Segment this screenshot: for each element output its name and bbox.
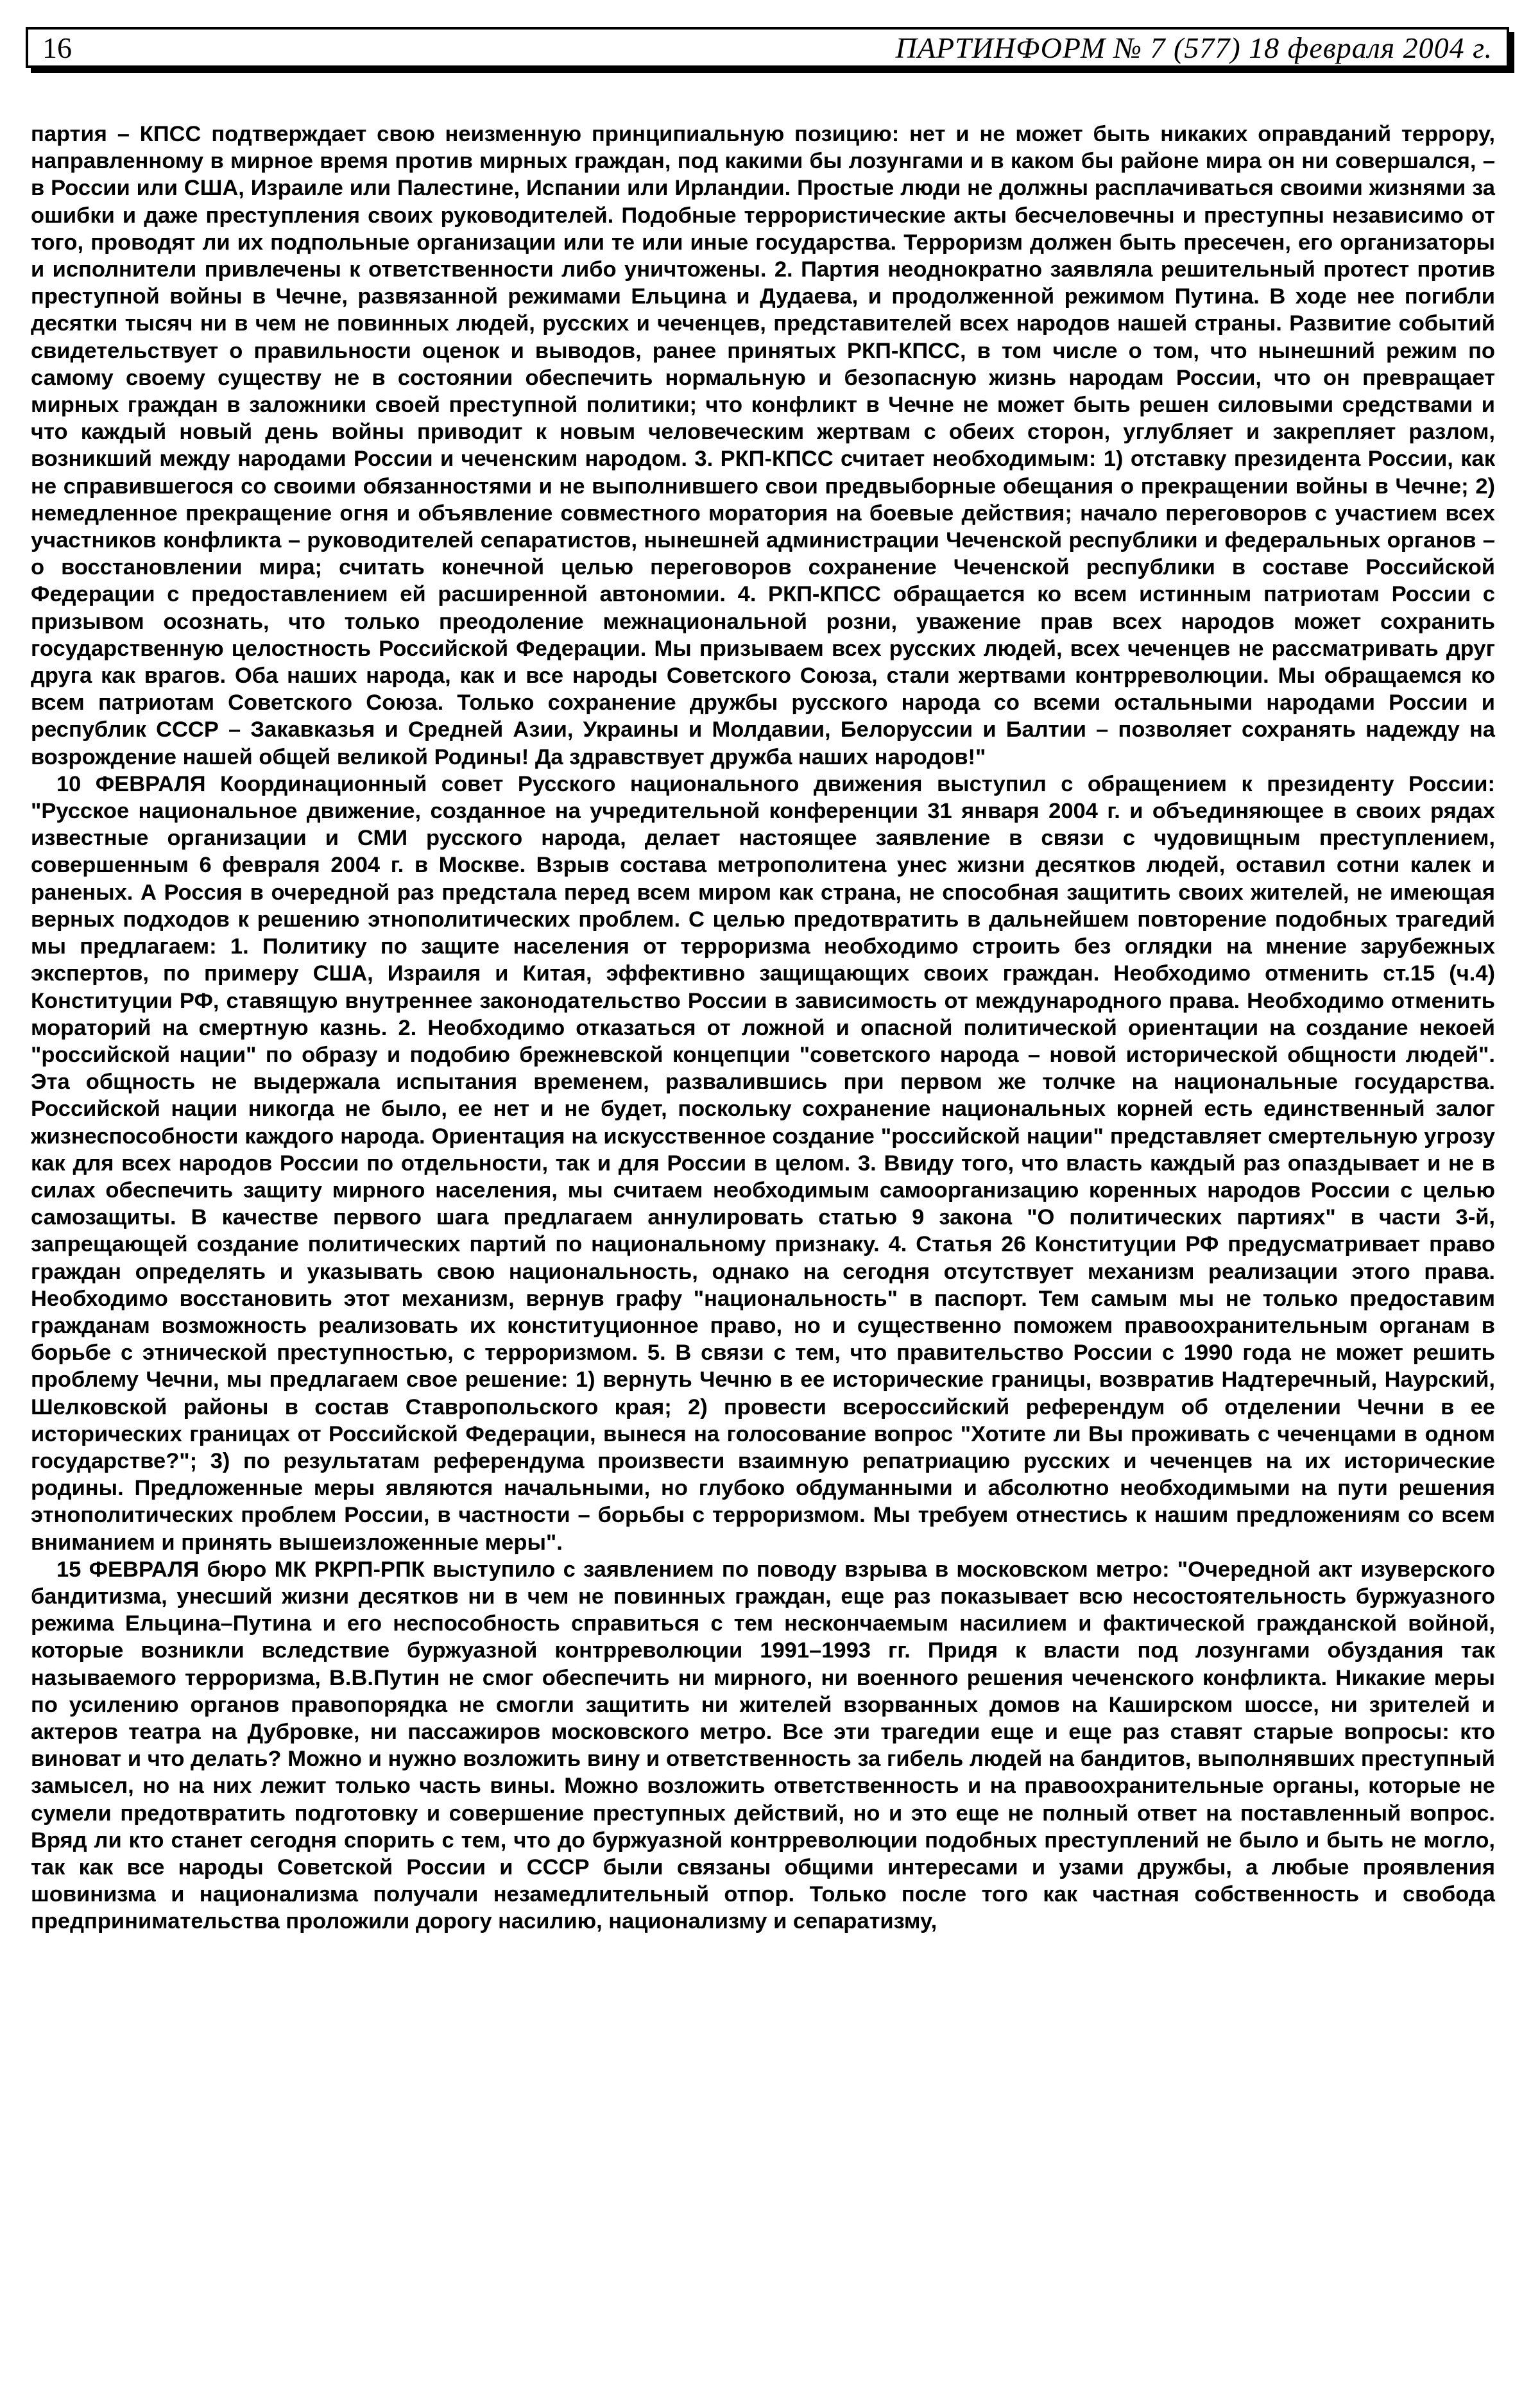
page-number: 16 (42, 31, 72, 64)
page-header (26, 27, 1509, 68)
paragraph-date-lead: 10 ФЕВРАЛЯ (56, 771, 206, 796)
paragraph-kpss-statement (31, 121, 1495, 771)
paragraph-feb-10 (31, 771, 1495, 1556)
paragraph-text: партия – КПСС подтверждает свою неизменную принципиальную позицию: нет и не может быть никаких оправданий террору, направленному в мирное время против мирных граждан, под какими бы лозунгами и в каком бы районе мира он ни совершался, – в России или США, Израиле или Палестине, Испании или Ирландии. Простые люди не должны расплачиваться своими жизнями за ошибки и даже преступления своих руководителей. Подобные террористические акты бесчеловечны и преступны независимо от того, проводят ли их подпольные организации или те или иные государства. Терроризм должен быть пресечен, его организаторы и исполнители привлечены к ответственности либо уничтожены. 2. Партия неоднократно заявляла решительный протест против преступной войны в Чечне, развязанной режимами Ельцина и Дудаева, и продолженной режимом Путина. В ходе нее погибли десятки тысяч ни в чем не повинных людей, русских и чеченцев, представителей всех народов нашей страны. Развитие событий свидетельствует о правильности оценок и выводов, ранее принятых РКП-КПСС, в том числе о том, что нынешний режим по самому своему существу не в состоянии обеспечить нормальную и безопасную жизнь народам России, что он превращает мирных граждан в заложники своей преступной политики; что конфликт в Чечне не может быть решен силовыми средствами и что каждый новый день войны приводит к новым человеческим жертвам с обеих сторон, углубляет и закрепляет разлом, возникший между народами России и чеченским народом. 3. РКП-КПСС считает необходимым: 1) отставку президента России, как не справившегося со своими обязанностями и не выполнившего свои предвыборные обещания о прекращении войны в Чечне; 2) немедленное прекращение огня и объявление совместного моратория на боевые действия; начало переговоров с участием всех участников конфликта – руководителей сепаратистов, нынешней администрации Чеченской республики и федеральных органов – о восстановлении мира; считать конечной целью переговоров сохранение Чеченской республики в составе Российской Федерации с предоставлением ей расширенной автономии. 4. РКП-КПСС обращается ко всем истинным патриотам России с призывом осознать, что только преодоление межнациональной розни, уважение прав всех народов может сохранить государственную целостность Российской Федерации. Мы призываем всех русских людей, всех чеченцев не рассматривать друг друга как врагов. Оба наших народа, как и все народы Советского Союза, стали жертвами контрреволюции. Мы обращаемся ко всем патриотам Советского Союза. Только сохранение дружбы русского народа со всеми остальными народами России и республик СССР – Закавказья и Средней Азии, Украины и Молдавии, Белоруссии и Балтии – позволяет сохранять надежду на возрождение нашей общей великой Родины! Да здравствует дружба наших народов!" (31, 122, 1495, 769)
paragraph-text: Координационный совет Русского национального движения выступил с обращением к президенту России: "Русское национальное движение, созданное на учредительной конференции 31 января 2004 г. и объединяющее в своих рядах известные организации и СМИ русского народа, делает настоящее заявление в связи с чудовищным преступлением, совершенным 6 февраля 2004 г. в Москве. Взрыв состава метрополитена унес жизни десятков людей, оставил сотни калек и раненых. А Россия в очередной раз предстала перед всем миром как страна, не способная защитить своих жителей, не имеющая верных подходов к решению этнополитических проблем. С целью предотвратить в дальнейшем повторение подобных трагедий мы предлагаем: 1. Политику по защите населения от терроризма необходимо строить без оглядки на мнение зарубежных экспертов, по примеру США, Израиля и Китая, эффективно защищающих своих граждан. Необходимо отменить ст.15 (ч.4) Конституции РФ, ставящую внутреннее законодательство России в зависимость от международного права. Необходимо отменить мораторий на смертную казнь. 2. Необходимо отказаться от ложной и опасной политической ориентации на создание некоей "российской нации" по образу и подобию брежневской концепции "советского народа – новой исторической общности людей". Эта общность не выдержала испытания временем, развалившись при первом же толчке на национальные государства. Российской нации никогда не было, ее нет и не будет, поскольку сохранение национальных корней есть единственный залог жизнеспособности каждого народа. Ориентация на искусственное создание "российской нации" представляет смертельную угрозу как для всех народов России по отдельности, так и для России в целом. 3. Ввиду того, что власть каждый раз опаздывает и не в силах обеспечить защиту мирного населения, мы считаем необходимым самоорганизацию коренных народов России с целью самозащиты. В качестве первого шага предлагаем аннулировать статью 9 закона "О политических партиях" в части 3-й, запрещающей создание политических партий по национальному признаку. 4. Статья 26 Конституции РФ предусматривает право граждан определять и указывать свою национальность, однако на сегодня отсутствует механизм реализации этого права. Необходимо восстановить этот механизм, вернув графу "национальность" в паспорт. Тем самым мы не только предоставим гражданам возможность реализовать их конституционное право, но и существенно поможем правоохранительным органам в борьбе с этнической преступностью, с терроризмом. 5. В связи с тем, что правительство России с 1990 года не может решить проблему Чечни, мы предлагаем свое решение: 1) вернуть Чечню в ее исторические границы, возвратив Надтеречный, Наурский, Шелковской районы в состав Ставропольского края; 2) провести всероссийский референдум об отделении Чечни в ее исторических границах от Российской Федерации, вынеся на голосование вопрос "Хотите ли Вы проживать с чеченцами в одном государстве?"; 3) по результатам референдума произвести взаимную репатриацию русских и чеченцев на их исторические родины. Предложенные меры являются начальными, но глубоко обдуманными и абсолютно необходимыми на пути решения этнополитических проблем России, в частности – борьбы с терроризмом. Мы требуем отнестись к нашим предложениям со всем вниманием и принять вышеизложенные меры". (31, 771, 1496, 1555)
paragraph-text: бюро МК РКРП-РПК выступило с заявлением по поводу взрыва в московском метро: "Очередной акт изуверского бандитизма, унесший жизни десятков ни в чем не повинных граждан, еще раз показывает всю несостоятельность буржуазного режима Ельцина–Путина и его неспособность справиться с тем нескончаемым насилием и фактической гражданской войной, которые возникли вследствие буржуазной контрреволюции 1991–1993 гг. Придя к власти под лозунгами обуздания так называемого терроризма, В.В.Путин не смог обеспечить ни мирного, ни военного решения чеченского конфликта. Никакие меры по усилению органов правопорядка не смогли защитить ни жителей взорванных домов на Каширском шоссе, ни зрителей и актеров театра на Дубровке, ни пассажиров московского метро. Все эти трагедии еще и еще раз ставят старые вопросы: кто виноват и что делать? Можно и нужно возложить вину и ответственность за гибель людей на бандитов, выполнявших преступный замысел, но на них лежит только часть вины. Можно возложить ответственность и на правоохранительные органы, которые не сумели предотвратить подготовку и совершение преступных действий, но и это еще не полный ответ на поставленный вопрос. Вряд ли кто станет сегодня спорить с тем, что до буржуазной контрреволюции подобных преступлений не было и быть не могло, так как все народы Советской России и СССР были связаны общими интересами и узами дружбы, а любые проявления шовинизма и национализма получали незамедлительный отпор. Только после того как частная собственность и свобода предпринимательства проложили дорогу насилию, национализму и сепаратизму, (31, 1557, 1495, 1934)
paragraph-feb-15 (31, 1556, 1495, 1935)
article-body (31, 121, 1495, 1935)
issue-title: ПАРТИНФОРМ № 7 (577) 18 февраля 2004 г. (895, 31, 1493, 64)
paragraph-date-lead: 15 ФЕВРАЛЯ (56, 1557, 200, 1582)
